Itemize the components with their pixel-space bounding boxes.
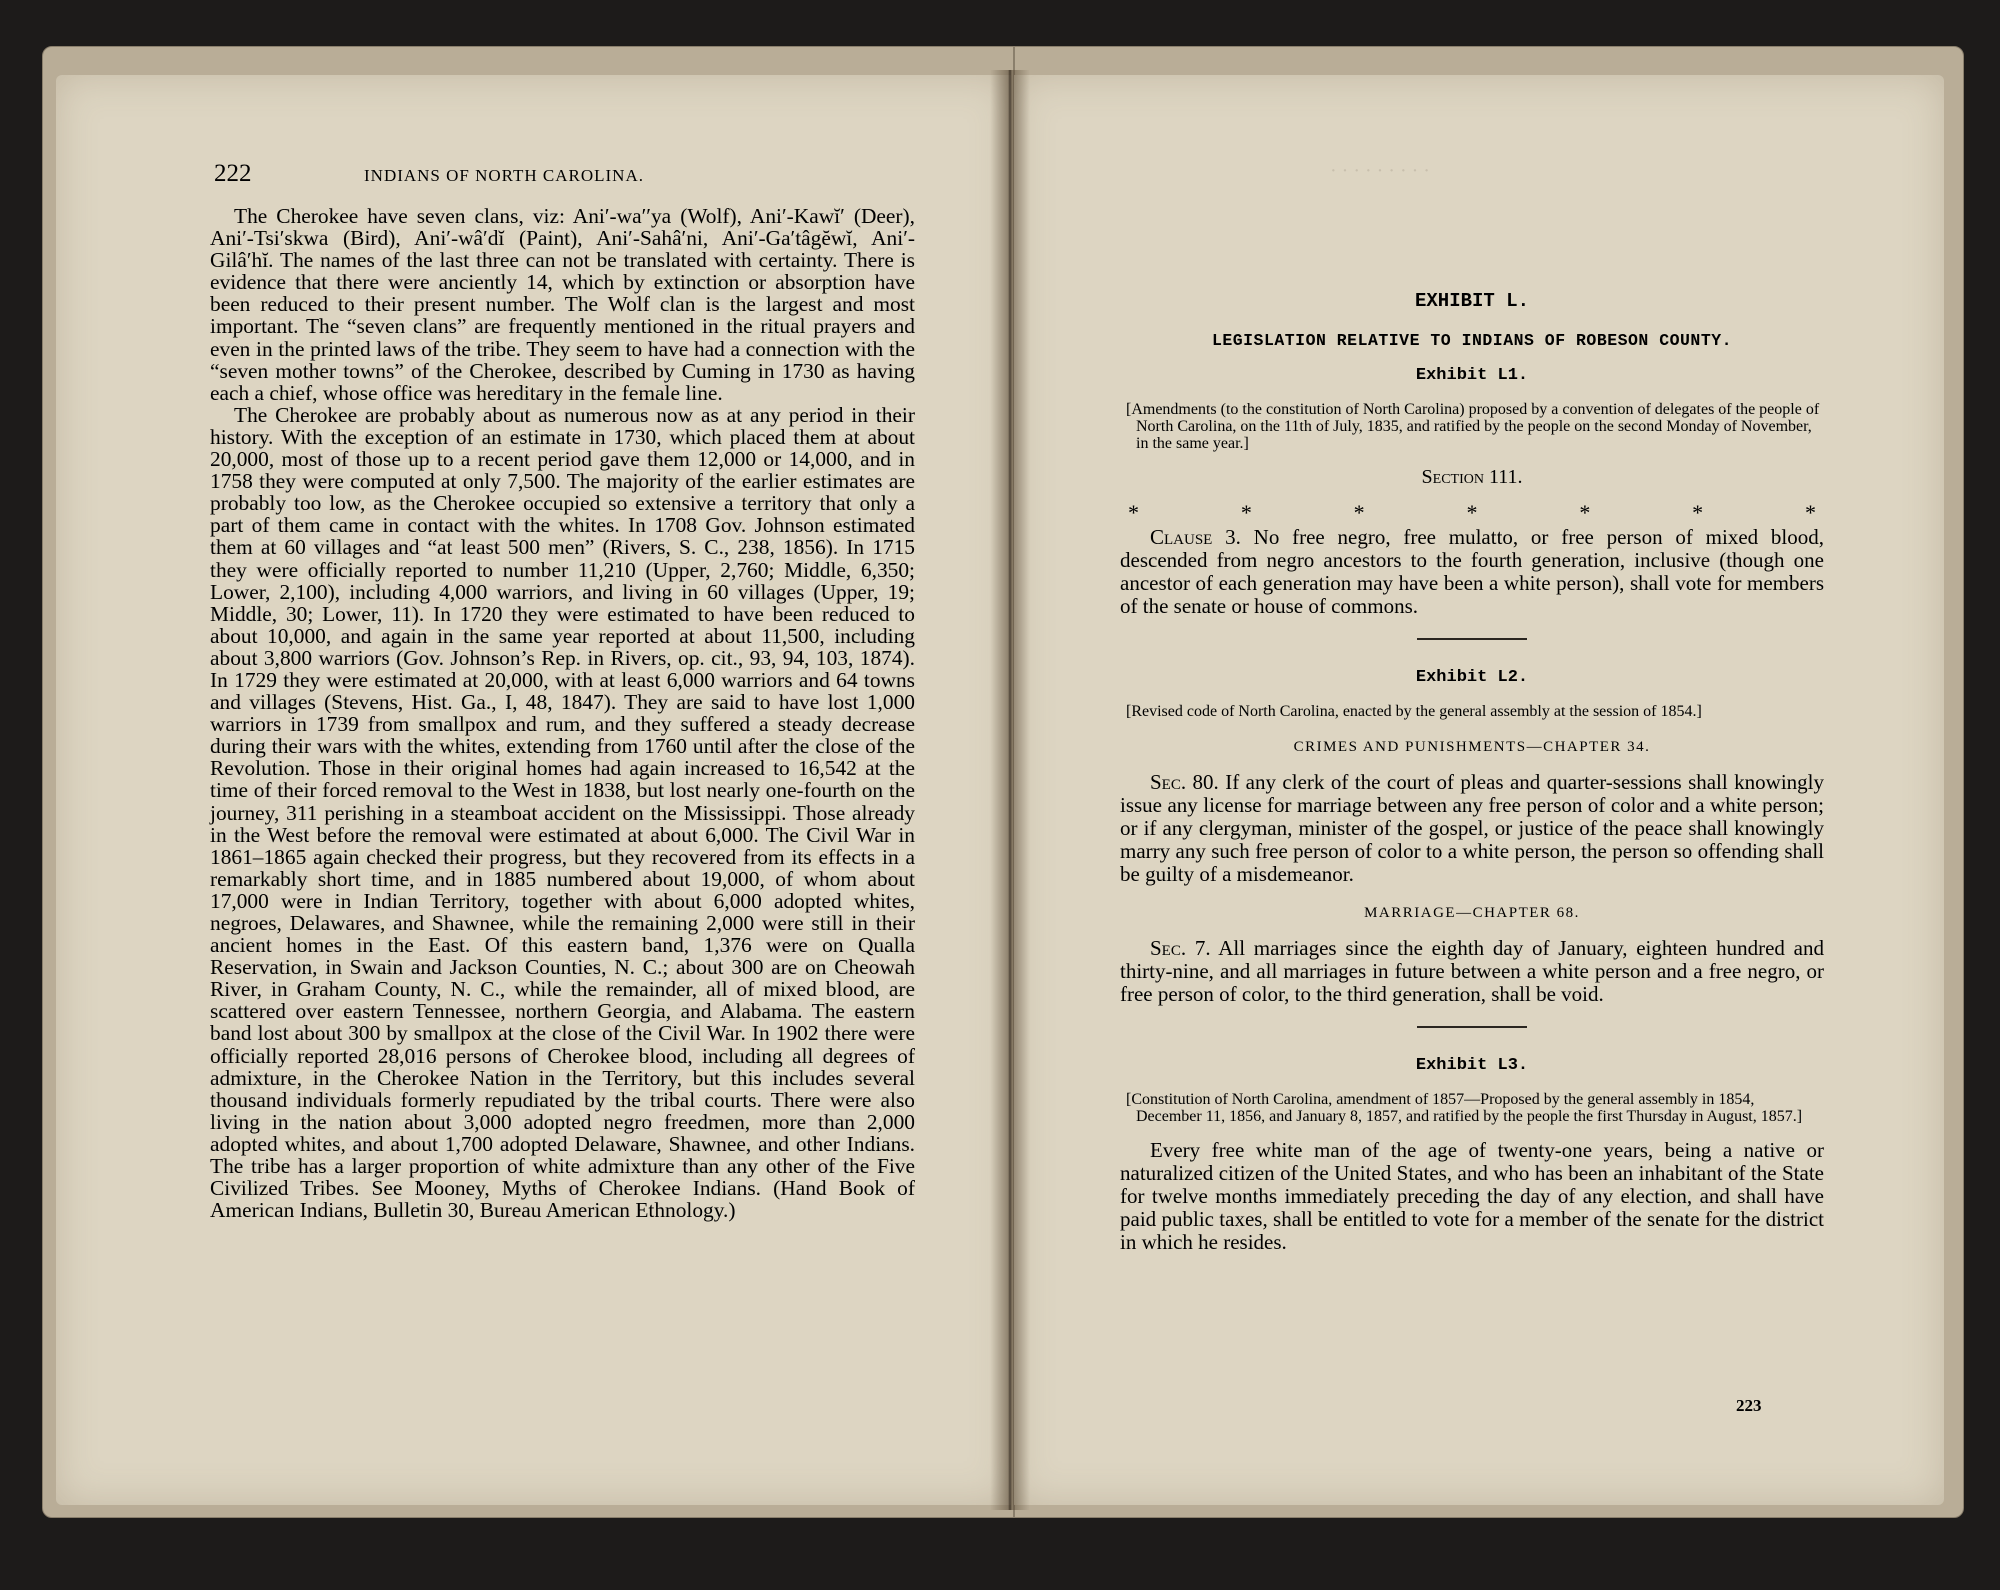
page-number-left: 222 (214, 160, 252, 187)
exhibit-l3-note: [Constitution of North Carolina, amendment of 1857—Proposed by the general assembly in 1854, December 11, 1856, and January 8, 1857, and ratified by the people the first Thursday in August, 1857.] (1126, 1091, 1803, 1125)
chapter-34-heading: CRIMES AND PUNISHMENTS—CHAPTER 34. (1293, 739, 1651, 755)
divider (1417, 638, 1527, 640)
sec7-label: Sec. 7. (1150, 936, 1211, 960)
running-title: INDIANS OF NORTH CAROLINA. (364, 166, 644, 185)
sec80-label: Sec. 80. (1150, 770, 1219, 794)
star: * (1240, 500, 1252, 525)
exhibit-l1-title: Exhibit L1. (1415, 366, 1529, 385)
exhibit-l2-title: Exhibit L2. (1415, 668, 1529, 687)
star: * (1128, 500, 1139, 525)
left-page-text (210, 205, 915, 1221)
section-heading: Section 111. (1421, 466, 1523, 488)
section-7 (1120, 937, 1824, 1006)
star: * (1692, 500, 1704, 525)
exhibit-l1-note: [Amendments (to the constitution of North Carolina) proposed by a convention of delegates of the people of North Carolina, on the 11th of July, 1835, and ratified by the people on the second Monday of November, in the same year.] (1126, 401, 1820, 452)
legislation-heading: LEGISLATION RELATIVE TO INDIANS OF ROBESON COUNTY. (1211, 331, 1733, 350)
clause-label: Clause 3. (1150, 525, 1241, 549)
star: * (1804, 500, 1816, 525)
left-page-header (214, 160, 914, 188)
exhibit-l3-text: Every free white man of the age of twenty-one years, being a native or naturalized citizen of the United States, and who has been an inhabitant of the State for twelve months immediately preceding the day of any election, and shall have paid public taxes, shall be entitled to vote for a member of the senate for the district in which he resides. (1120, 1138, 1824, 1254)
page-number-right: 223 (1736, 1396, 1762, 1415)
paragraph-clans: The Cherokee have seven clans, viz: Ani′-wa′′ya (Wolf), Ani′-Kawĭ′ (Deer), Ani′-Tsi′skwa (Bird), Ani′-wâ′dĭ (Paint), Ani′-Sahâ′ni, Ani′-Ga′tâgĕwĭ, Ani′-Gilâ′hĭ. The names of the last three can not be translated with certainty. There is evidence that there were anciently 14, which by extinction or absorption have been reduced to their present number. The Wolf clan is the largest and most important. The “seven clans” are frequently mentioned in the ritual prayers and even in the printed laws of the tribe. They seem to have had a connection with the “seven mother towns” of the Cherokee, described by Cuming in 1730 as having each a chief, whose office was hereditary in the female line. (210, 204, 915, 405)
star: * (1353, 500, 1365, 525)
section-80 (1120, 771, 1824, 886)
right-page-text (1120, 290, 1824, 1254)
clause-3 (1120, 526, 1824, 618)
exhibit-l2-note: [Revised code of North Carolina, enacted by the general assembly at the session of 1854.] (1126, 703, 1702, 720)
ellipsis-stars (1120, 501, 1824, 524)
paragraph-population: The Cherokee are probably about as numerous now as at any period in their history. With the exception of an estimate in 1730, which placed them at about 20,000, most of those up to a recent period gave them 12,000 or 14,000, and in 1758 they were computed at only 7,500. The majority of the earlier estimates are probably too low, as the Cherokee occupied so extensive a territory that only a part of them came in contact with the whites. In 1708 Gov. Johnson estimated them at 60 villages and “at least 500 men” (Rivers, S. C., 238, 1856). In 1715 they were officially reported to number 11,210 (Upper, 2,760; Middle, 6,350; Lower, 2,100), including 4,000 warriors, and living in 60 villages (Upper, 19; Middle, 30; Lower, 11). In 1720 they were estimated to have been reduced to about 10,000, and again in the same year reported at about 11,500, including about 3,800 warriors (Gov. Johnson’s Rep. in Rivers, op. cit., 93, 94, 103, 1874). In 1729 they were estimated at 20,000, with at least 6,000 warriors and 64 towns and villages (Stevens, Hist. Ga., I, 48, 1847). They are said to have lost 1,000 warriors in 1739 from smallpox and rum, and they suffered a steady decrease during their wars with the whites, extending from 1760 until after the close of the Revolution. Those in their original homes had again increased to 16,542 at the time of their forced removal to the West in 1838, but lost nearly one-fourth on the journey, 311 perishing in a steamboat accident on the Mississippi. Those already in the West before the removal were estimated at about 6,000. The Civil War in 1861–1865 again checked their progress, but they recovered from its effects in a remarkably short time, and in 1885 numbered about 19,000, of whom about 17,000 were in Indian Territory, together with about 6,000 adopted whites, negroes, Delawares, and Shawnee, while the remaining 2,000 were still in their ancient homes in the East. Of this eastern band, 1,376 were on Qualla Reservation, in Swain and Jackson Counties, N. C.; about 300 are on Cheowah River, in Graham County, N. C., while the remainder, all of mixed blood, are scattered over eastern Tennessee, northern Georgia, and Alabama. The eastern band lost about 300 by smallpox at the close of the Civil War. In 1902 there were officially reported 28,016 persons of Cherokee blood, including all degrees of admixture, in the Cherokee Nation in the Territory, but this includes several thousand individuals formerly repudiated by the tribal courts. There were also living in the nation about 3,000 adopted negro freedmen, more than 2,000 adopted whites, and about 1,700 adopted Delaware, Shawnee, and other Indians. The tribe has a larger proportion of white admixture than any other of the Five Civilized Tribes. See Mooney, Myths of Cherokee Indians. (Hand Book of American Indians, Bulletin 30, Bureau American Ethnology.) (210, 402, 915, 1223)
sec80-text: If any clerk of the court of pleas and quarter-sessions shall knowingly issue any license for marriage between any free person of color and a white person; or if any clergyman, minister of the gospel, or justice of the peace shall knowingly marry any such free person of color to a white person, the person so offending shall be guilty of a misdemeanor. (1120, 770, 1825, 886)
clause-text: No free negro, free mulatto, or free person of mixed blood, descended from negro ancestors to the fourth generation, inclusive (though one ancestor of each generation may have been a white person), shall vote for members of the senate or house of commons. (1120, 525, 1824, 618)
exhibit-l3-title: Exhibit L3. (1415, 1056, 1529, 1075)
divider (1417, 1026, 1527, 1028)
sec7-text: All marriages since the eighth day of January, eighteen hundred and thirty-nine, and all marriages in future between a white person and a free negro, or free person of color, to the third generation, shall be void. (1120, 936, 1824, 1006)
book-gutter (990, 70, 1030, 1510)
star: * (1466, 500, 1478, 525)
exhibit-title: EXHIBIT L. (1414, 290, 1530, 312)
chapter-68-heading: MARRIAGE—CHAPTER 68. (1364, 905, 1580, 921)
bleed-through-mark: · · · · · · · · · (1330, 160, 1430, 182)
star: * (1579, 500, 1591, 525)
